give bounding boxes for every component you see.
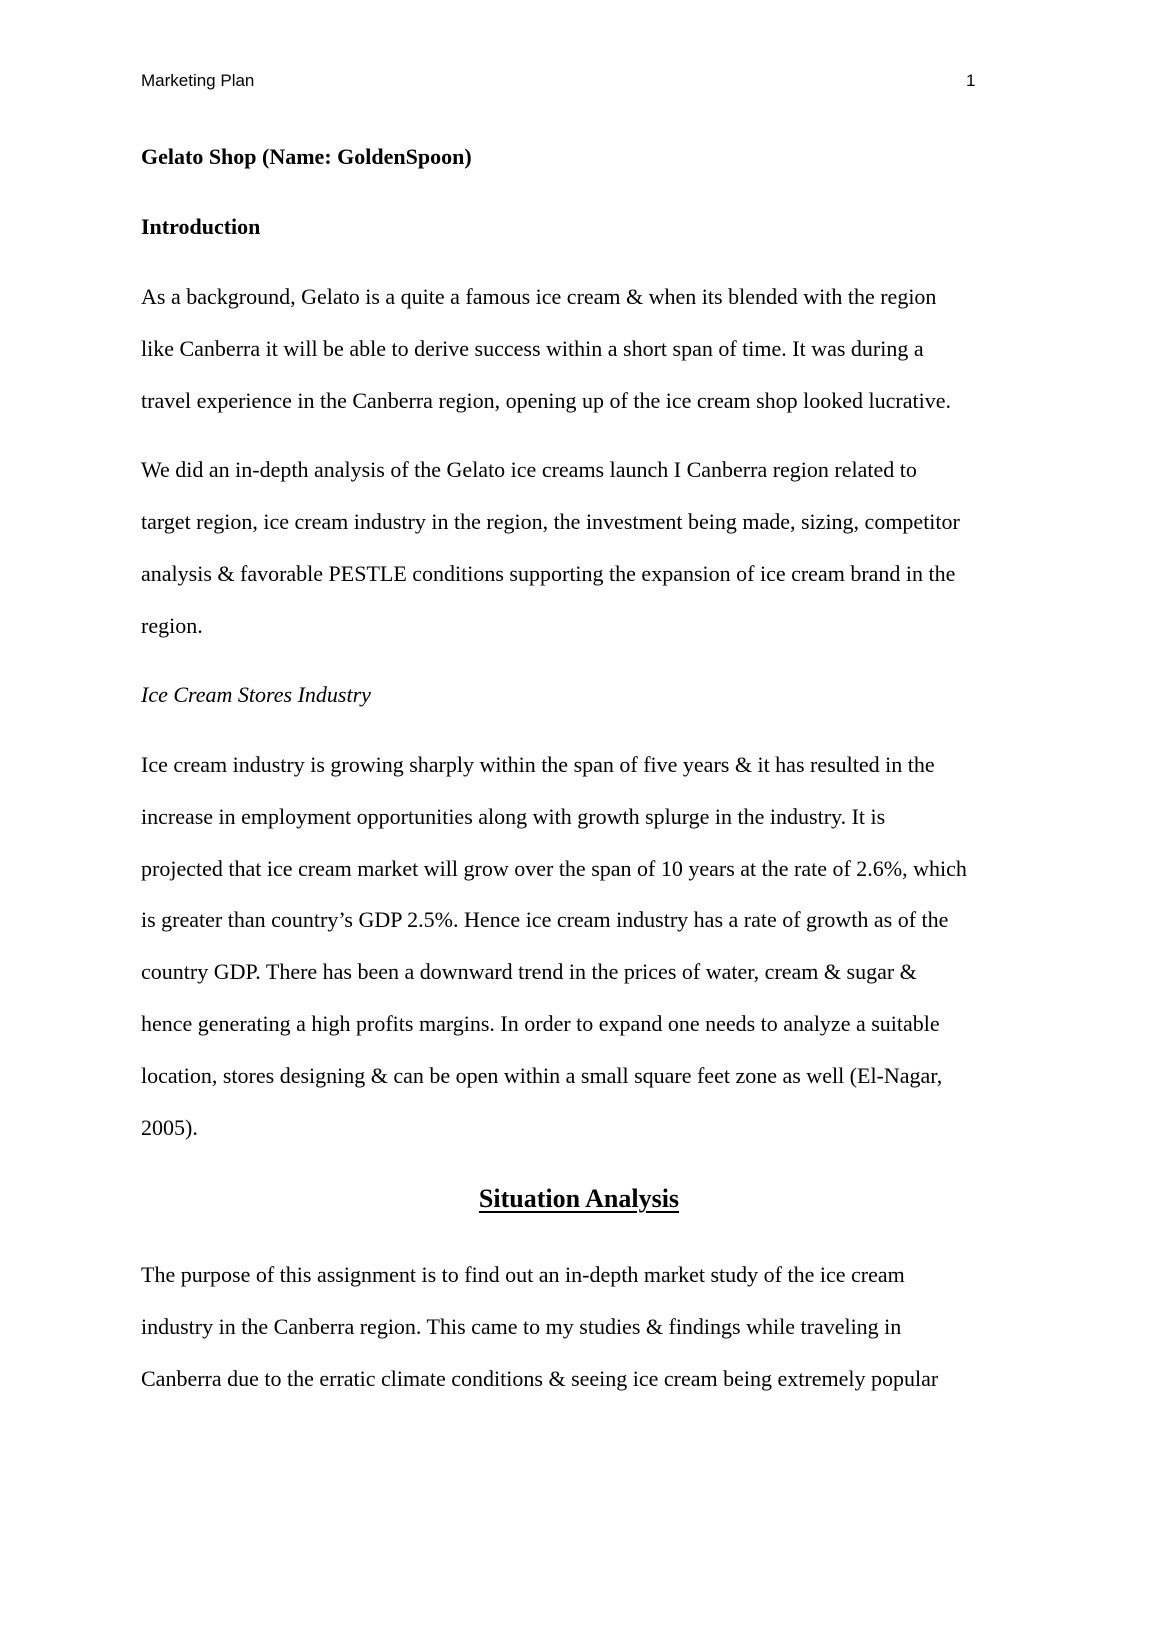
paragraph-line: increase in employment opportunities along with growth splurge in the industry. It is <box>141 804 886 829</box>
paragraph-line: country GDP. There has been a downward trend in the prices of water, cream & sugar & <box>141 959 917 984</box>
paragraph-line: Ice cream industry is growing sharply within the span of five years & it has resulted in the <box>141 752 935 777</box>
paragraph-line: is greater than country’s GDP 2.5%. Hence ice cream industry has a rate of growth as of the <box>141 907 949 932</box>
paragraph-line: We did an in-depth analysis of the Gelato ice creams launch I Canberra region related to <box>141 457 917 482</box>
paragraph-line: hence generating a high profits margins. In order to expand one needs to analyze a suitable <box>141 1011 940 1036</box>
paragraph-line: Canberra due to the erratic climate conditions & seeing ice cream being extremely popular <box>141 1366 939 1391</box>
paragraph-line: travel experience in the Canberra region, opening up of the ice cream shop looked lucrative. <box>141 388 952 413</box>
page-number: 1 <box>966 71 976 90</box>
paragraph-line: target region, ice cream industry in the region, the investment being made, sizing, competitor <box>141 509 960 534</box>
introduction-heading: Introduction <box>141 214 261 239</box>
paragraph-line: As a background, Gelato is a quite a famous ice cream & when its blended with the region <box>141 284 937 309</box>
paragraph-line: region. <box>141 613 203 638</box>
paragraph-line: location, stores designing & can be open within a small square feet zone as well (El-Nagar, <box>141 1063 943 1088</box>
paragraph-line: 2005). <box>141 1115 198 1140</box>
paragraph-line: industry in the Canberra region. This came to my studies & findings while traveling in <box>141 1314 902 1339</box>
situation-analysis-heading <box>0 1183 1158 1215</box>
situation-analysis-heading-text: Situation Analysis <box>478 1184 680 1213</box>
paragraph-line: projected that ice cream market will grow over the span of 10 years at the rate of 2.6%, which <box>141 856 967 881</box>
industry-subheading: Ice Cream Stores Industry <box>141 682 371 707</box>
paragraph-line: analysis & favorable PESTLE conditions supporting the expansion of ice cream brand in the <box>141 561 956 586</box>
paragraph-line: The purpose of this assignment is to find out an in-depth market study of the ice cream <box>141 1262 905 1287</box>
running-header-title: Marketing Plan <box>141 71 255 90</box>
paragraph-line: like Canberra it will be able to derive success within a short span of time. It was during a <box>141 336 924 361</box>
shop-title: Gelato Shop (Name: GoldenSpoon) <box>141 144 472 169</box>
